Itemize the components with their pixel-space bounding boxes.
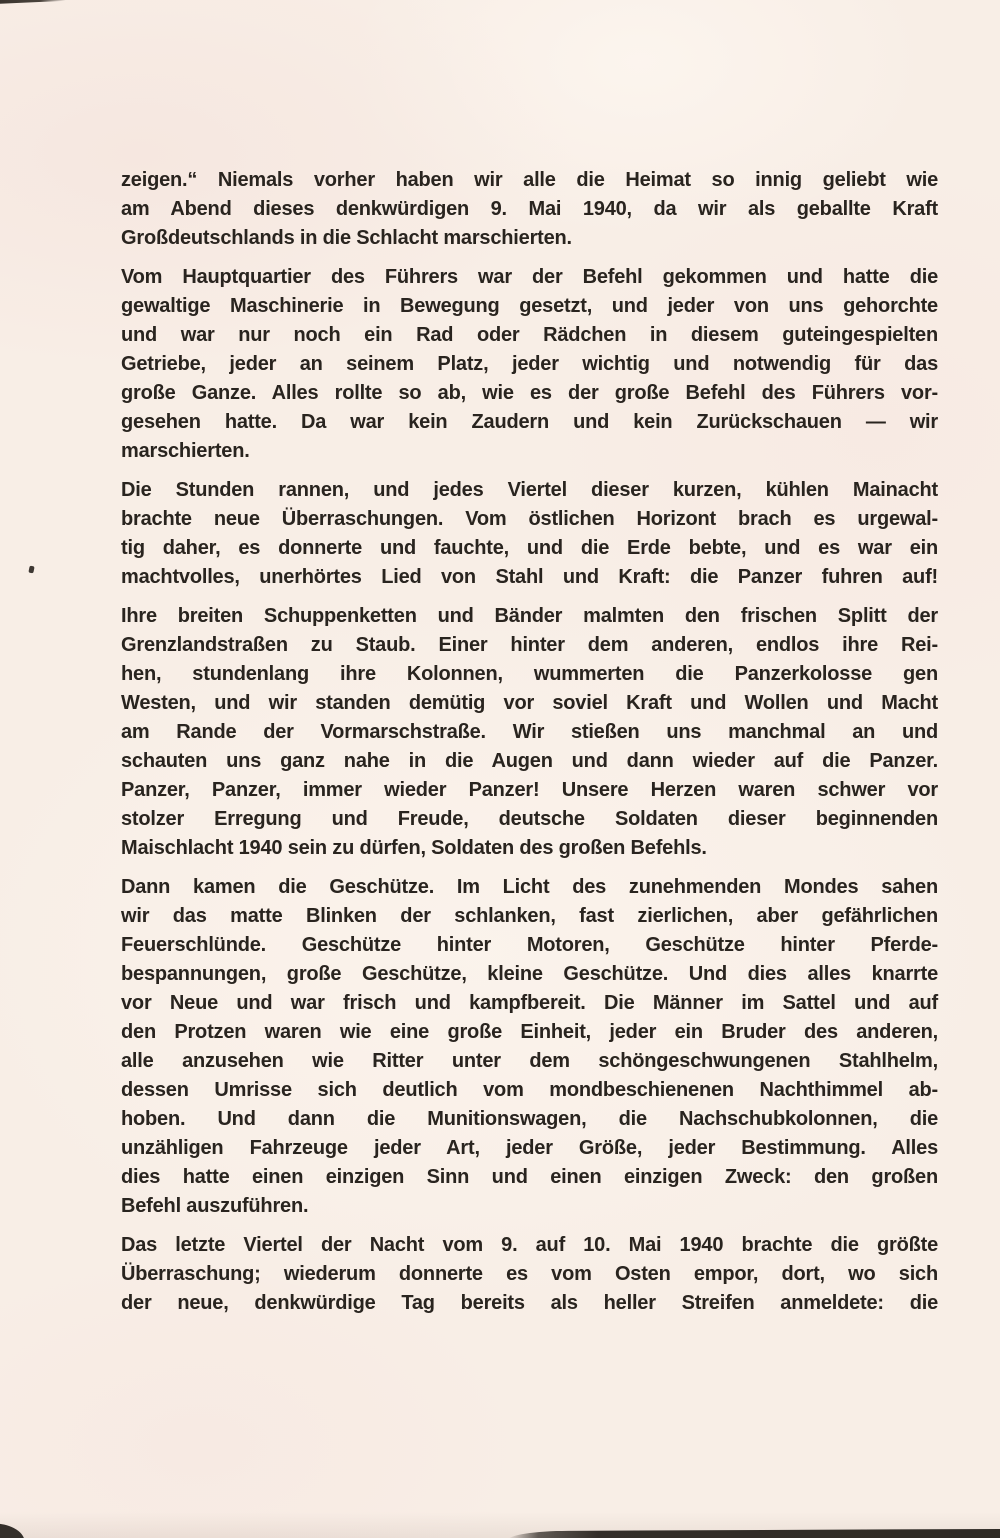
- text-line: Das letzte Viertel der Nacht vom 9. auf 10. Mai 1940 brachte die größte: [121, 1234, 938, 1256]
- paragraph: [121, 873, 938, 1221]
- text-line: schauten uns ganz nahe in die Augen und dann wieder auf die Panzer.: [121, 750, 938, 772]
- text-line: Befehl auszuführen.: [121, 1195, 309, 1217]
- scan-edge-bottom: [508, 1529, 1000, 1538]
- text-line: große Ganze. Alles rollte so ab, wie es der große Befehl des Führers vor-: [121, 382, 938, 404]
- text-line: Die Stunden rannen, und jedes Viertel dieser kurzen, kühlen Mainacht: [121, 479, 938, 501]
- text-line: brachte neue Überraschungen. Vom östlichen Horizont brach es urgewal-: [121, 508, 938, 530]
- text-line: bespannungen, große Geschütze, kleine Geschütze. Und dies alles knarrte: [121, 963, 938, 985]
- paragraph: [121, 166, 938, 253]
- text-line: Maischlacht 1940 sein zu dürfen, Soldaten des großen Befehls.: [121, 837, 707, 859]
- text-line: vor Neue und war frisch und kampfbereit. Die Männer im Sattel und auf: [121, 992, 938, 1014]
- text-line: Ihre breiten Schuppenketten und Bänder malmten den frischen Splitt der: [121, 605, 938, 627]
- text-line: machtvolles, unerhörtes Lied von Stahl und Kraft: die Panzer fuhren auf!: [121, 566, 938, 588]
- text-line: dies hatte einen einzigen Sinn und einen einzigen Zweck: den großen: [121, 1166, 938, 1188]
- text-line: der neue, denkwürdige Tag bereits als heller Streifen anmeldete: die: [121, 1292, 938, 1314]
- text-line: marschierten.: [121, 440, 250, 462]
- paper-bottom-shading: [0, 1512, 1000, 1538]
- text-line: dessen Umrisse sich deutlich vom mondbeschienenen Nachthimmel ab-: [121, 1079, 938, 1101]
- page-text: [121, 166, 938, 1328]
- text-line: den Protzen waren wie eine große Einheit, jeder ein Bruder des anderen,: [121, 1021, 938, 1043]
- text-line: Grenzlandstraßen zu Staub. Einer hinter dem anderen, endlos ihre Rei-: [121, 634, 938, 656]
- text-line: Feuerschlünde. Geschütze hinter Motoren, Geschütze hinter Pferde-: [121, 934, 938, 956]
- text-line: zeigen.“ Niemals vorher haben wir alle die Heimat so innig geliebt wie: [121, 169, 938, 191]
- text-line: Vom Hauptquartier des Führers war der Befehl gekommen und hatte die: [121, 266, 938, 288]
- text-line: unzähligen Fahrzeuge jeder Art, jeder Größe, jeder Bestimmung. Alles: [121, 1137, 938, 1159]
- paragraph: [121, 476, 938, 592]
- paragraph: [121, 263, 938, 466]
- paragraph: [121, 1231, 938, 1318]
- text-line: Panzer, Panzer, immer wieder Panzer! Unsere Herzen waren schwer vor: [121, 779, 938, 801]
- text-line: alle anzusehen wie Ritter unter dem schöngeschwungenen Stahlhelm,: [121, 1050, 938, 1072]
- text-line: gewaltige Maschinerie in Bewegung gesetzt, und jeder von uns gehorchte: [121, 295, 938, 317]
- text-line: und war nur noch ein Rad oder Rädchen in diesem guteingespielten: [121, 324, 938, 346]
- text-line: hoben. Und dann die Munitionswagen, die Nachschubkolonnen, die: [121, 1108, 938, 1130]
- text-line: Überraschung; wiederum donnerte es vom Osten empor, dort, wo sich: [121, 1263, 938, 1285]
- text-line: wir das matte Blinken der schlanken, fast zierlichen, aber gefährlichen: [121, 905, 938, 927]
- text-line: Getriebe, jeder an seinem Platz, jeder wichtig und notwendig für das: [121, 353, 938, 375]
- text-line: tig daher, es donnerte und fauchte, und die Erde bebte, und es war ein: [121, 537, 938, 559]
- text-line: Großdeutschlands in die Schlacht marschierten.: [121, 227, 572, 249]
- text-line: am Rande der Vormarschstraße. Wir stießen uns manchmal an und: [121, 721, 938, 743]
- text-line: Dann kamen die Geschütze. Im Licht des zunehmenden Mondes sahen: [121, 876, 938, 898]
- text-line: gesehen hatte. Da war kein Zaudern und kein Zurückschauen — wir: [121, 411, 938, 433]
- text-line: stolzer Erregung und Freude, deutsche Soldaten dieser beginnenden: [121, 808, 938, 830]
- scan-smudge-bottom-left: [0, 1523, 25, 1538]
- text-line: Westen, und wir standen demütig vor soviel Kraft und Wollen und Macht: [121, 692, 938, 714]
- text-line: am Abend dieses denkwürdigen 9. Mai 1940, da wir als geballte Kraft: [121, 198, 938, 220]
- text-line: hen, stundenlang ihre Kolonnen, wummerten die Panzerkolosse gen: [121, 663, 938, 685]
- ink-speck: [28, 566, 34, 574]
- scan-edge-top-left: [0, 0, 66, 4]
- paragraph: [121, 602, 938, 863]
